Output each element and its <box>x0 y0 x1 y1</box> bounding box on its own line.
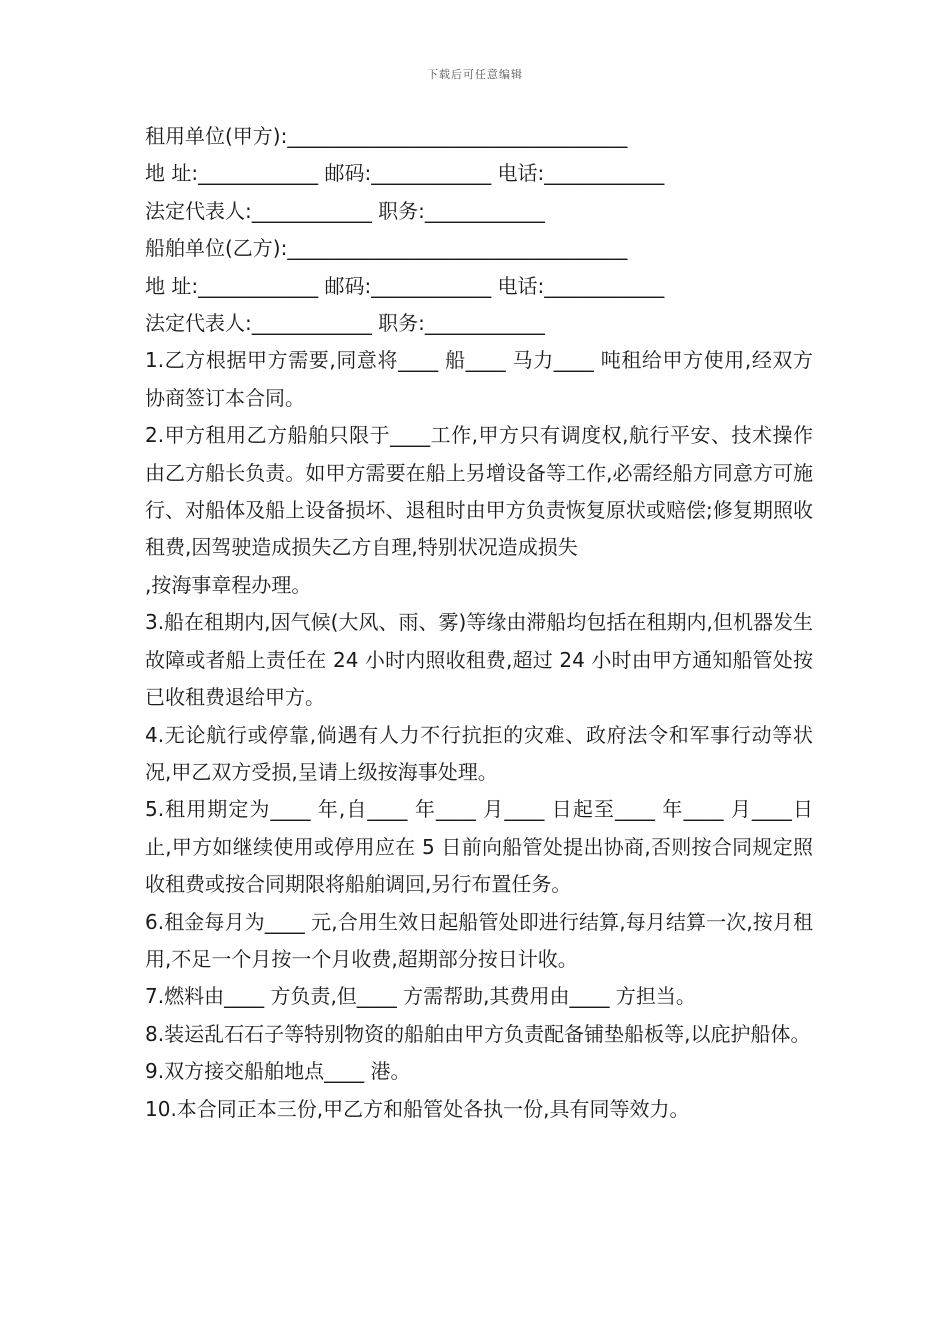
clause-7: 7.燃料由____ 方负责,但____ 方需帮助,其费用由____ 方担当。 <box>145 984 696 1009</box>
clause-6: 6.租金每月为____ 元,合用生效日起船管处即进行结算,每月结算一次,按月租用,不足一个月按一个月收费,超期部分按日计收。 <box>145 909 813 971</box>
lessee-address-line: 地 址:____________ 邮码:____________ 电话:____________ <box>145 161 665 186</box>
clause-8: 8.装运乱石石子等特别物资的船舶由甲方负责配备铺垫船板等,以庇护船体。 <box>145 1021 811 1046</box>
clause-10: 10.本合同正本三份,甲乙方和船管处各执一份,具有同等效力。 <box>145 1096 690 1121</box>
clause-3: 3.船在租期内,因气候(大风、雨、雾)等缘由滞船均包括在租期内,但机器发生故障或者船上责任在 24 小时内照收租费,超过 24 小时由甲方通知船管处按已收租费退给甲方。 <box>145 610 813 710</box>
lessee-representative-line: 法定代表人:____________ 职务:____________ <box>145 198 545 223</box>
vessel-address-line: 地 址:____________ 邮码:____________ 电话:____________ <box>145 273 665 298</box>
vessel-unit-line: 船舶单位(乙方):__________________________________ <box>145 236 628 261</box>
clause-9: 9.双方接交船舶地点____ 港。 <box>145 1059 411 1084</box>
clause-1: 1.乙方根据甲方需要,同意将____ 船____ 马力____ 吨租给甲方使用,经双方协商签订本合同。 <box>145 348 813 410</box>
lessee-unit-line: 租用单位(甲方):__________________________________ <box>145 124 628 148</box>
clause-2: 2.甲方租用乙方船舶只限于____工作,甲方只有调度权,航行平安、技术操作由乙方船长负责。如甲方需要在船上另增设备等工作,必需经船方同意方可施行、对船体及船上设备损坏、退租时由甲方负责恢复原状或赔偿;修复期照收租费,因驾驶造成损失乙方自理,特别状况造成损失 ,按海事章程办理。 <box>145 423 813 597</box>
contract-body <box>145 118 813 1128</box>
header-note: 下载后可任意编辑 <box>427 68 523 81</box>
clause-5: 5.租用期定为____ 年,自____ 年____ 月____ 日起至____ 年____ 月____日止,甲方如继续使用或停用应在 5 日前向船管处提出协商,否则按合同规定照收租费或按合同期限将船舶调回,另行布置任务。 <box>145 797 813 897</box>
clause-4: 4.无论航行或停靠,倘遇有人力不行抗拒的灾难、政府法令和军事行动等状况,甲乙双方受损,呈请上级按海事处理。 <box>145 722 813 784</box>
vessel-representative-line: 法定代表人:____________ 职务:____________ <box>145 311 545 336</box>
